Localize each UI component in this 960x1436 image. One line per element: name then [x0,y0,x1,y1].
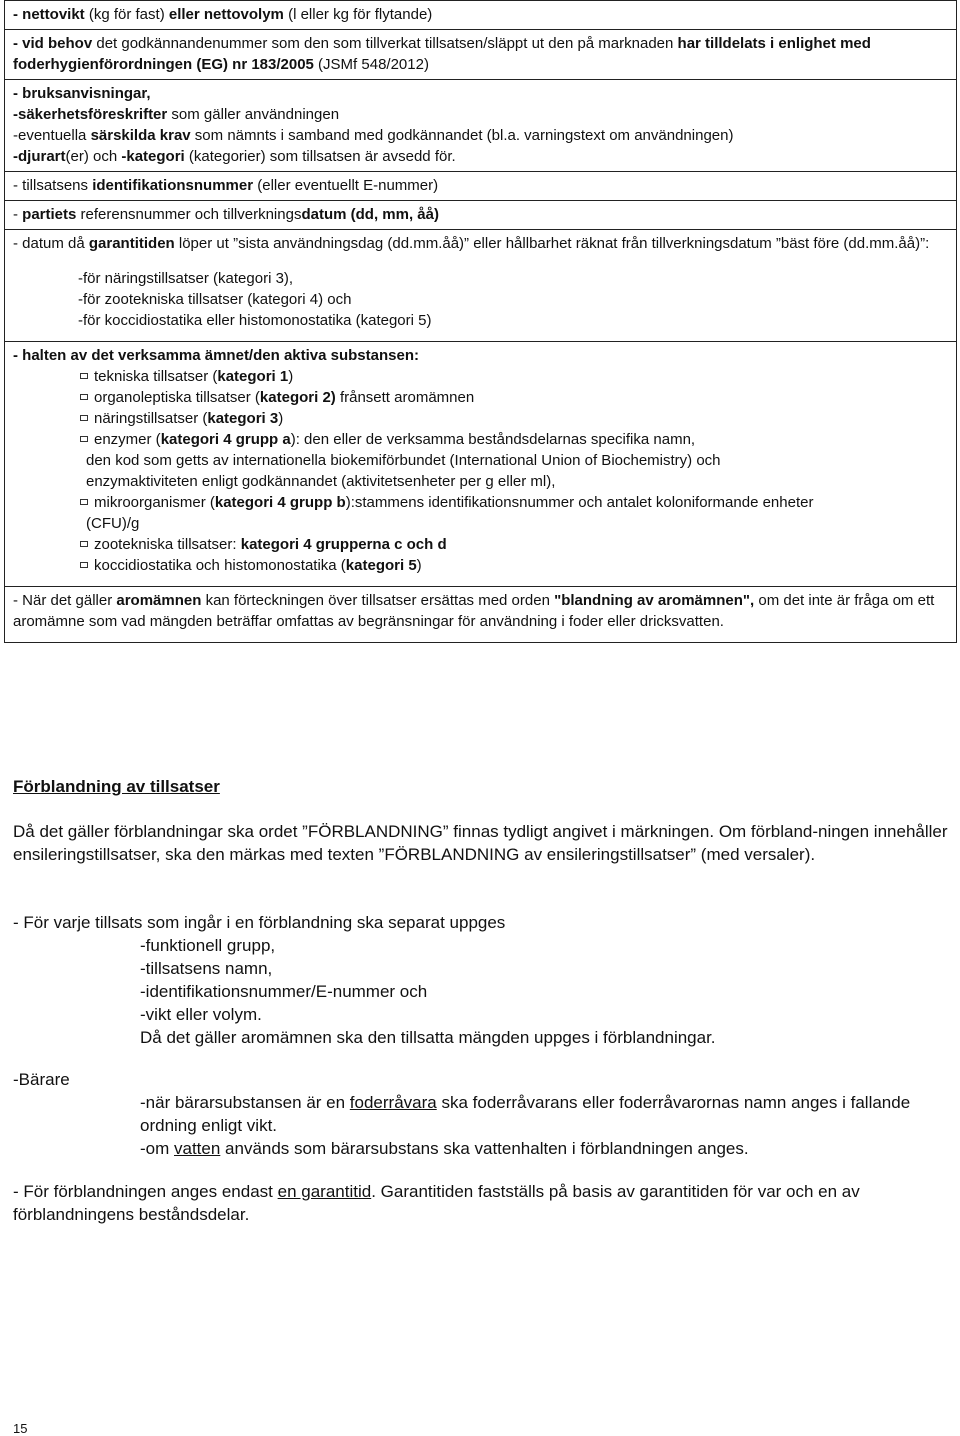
row-approval-number: - vid behov det godkännandenummer som den som tillverkat tillsatsen/släppt ut den på marknaden har tilldelats i enlighet med foderhygienförordningen (EG) nr 183/2005 (JSMf 548/2012) [5,29,956,79]
square-bullet-icon [80,436,88,442]
list-item: Då det gäller aromämnen ska den tillsatta mängden uppges i förblandningar. [140,1028,716,1047]
row-instructions: - bruksanvisningar, -säkerhetsföreskrifter som gäller användningen -eventuella särskilda krav som nämnts i samband med godkännandet (bl.a. varningstext om användningen) -djurart(er) och -kategori (kategorier) som tillsatsen är avsedd för. [5,79,956,171]
row-guarantee-date: - datum då garantitiden löper ut ”sista användningsdag (dd.mm.åå)” eller hållbarhet räknat från tillverkningsdatum ”bäst före (dd.mm.åå)”: -för näringstillsatser (kategori 3), -för zootekniska tillsatser (kategori 4) och -för koccidiostatika eller histomonostatika (kategori 5) [5,229,956,341]
row-batch-reference: - partiets referensnummer och tillverkningsdatum (dd, mm, åå) [5,200,956,229]
page-number: 15 [13,1421,28,1436]
list-item: -funktionell grupp, [140,936,276,955]
list-item: näringstillsatser (kategori 3) [13,408,948,429]
square-bullet-icon [80,541,88,547]
section-heading [13,775,948,798]
list-item: mikroorganismer (kategori 4 grupp b):stammens identifikationsnummer och antalet koloniformande enheter [13,492,948,513]
guarantee-paragraph: - För förblandningen anges endast en garantitid. Garantitiden fastställs på basis av garantitiden för var och en av förblandningens beståndsdelar. [13,1182,860,1224]
list-item: koccidiostatika och histomonostatika (kategori 5) [13,555,948,576]
square-bullet-icon [80,499,88,505]
row-identification-number: - tillsatsens identifikationsnummer (eller eventuellt E-nummer) [5,171,956,200]
square-bullet-icon [80,373,88,379]
row-active-substance: - halten av det verksamma ämnet/den aktiva substansen: tekniska tillsatser (kategori 1) organoleptiska tillsatser (kategori 2) frånsett aromämnen näringstillsatser (kategori 3) enzymer (kategori 4 grupp a): den eller de verksamma beståndsdelarnas specifika namn, den kod som getts av internationella biokemiförbundet (International Union of Biochemistry) och enzymaktiviteten enligt godkännandet (aktivitetsenheter per g eller ml), mikroorganismer (kategori 4 grupp b):stammens identifikationsnummer och antalet koloniformande enheter (CFU)/g zootekniska tillsatser: kategori 4 grupperna c och d koccidiostatika och histomonostatika (kategori 5) [5,341,956,586]
list-item: enzymer (kategori 4 grupp a): den eller de verksamma beståndsdelarnas specifika namn, [13,429,948,450]
list-item: organoleptiska tillsatser (kategori 2) frånsett aromämnen [13,387,948,408]
square-bullet-icon [80,394,88,400]
carrier-label: -Bärare [13,1070,70,1089]
square-bullet-icon [80,415,88,421]
list-item: -vikt eller volym. [140,1005,262,1024]
row-net-weight: - nettovikt (kg för fast) eller nettovolym (l eller kg för flytande) [5,0,956,29]
premix-paragraph: Då det gäller förblandningar ska ordet ”FÖRBLANDNING” finnas tydligt angivet i märkningen. Om förbland-ningen innehåller ensileringstillsatser, ska den märkas med texten ”FÖRBLANDNING av ensileringstillsatser” (med versaler). [13,822,948,864]
page-title: Förblandning av tillsatser [13,777,220,796]
list-item: -tillsatsens namn, [140,959,273,978]
premix-list: - För varje tillsats som ingår i en förblandning ska separat uppges -funktionell grupp, -tillsatsens namn, -identifikationsnummer/E-nummer och -vikt eller volym. Då det gäller aromämnen ska den tillsatta mängden uppges i förblandningar. [13,911,948,1049]
list-item: -identifikationsnummer/E-nummer och [140,982,428,1001]
list-item: zootekniska tillsatser: kategori 4 grupperna c och d [13,534,948,555]
square-bullet-icon [80,562,88,568]
row-flavourings: - När det gäller aromämnen kan förteckningen över tillsatser ersättas med orden "blandning av aromämnen", om det inte är fråga om ett aromämne som vad mängden beträffar omfattas av begränsningar för användning i foder eller dricksvatten. [5,586,956,642]
list-item: tekniska tillsatser (kategori 1) [13,366,948,387]
labelling-requirements-table [4,0,957,643]
carrier-section: -när bärarsubstansen är en foderråvara ska foderråvarans eller foderråvarornas namn anges i fallande ordning enligt vikt. -om vatten används som bärarsubstans ska vattenhalten i förblandningen anges. [140,1093,911,1158]
